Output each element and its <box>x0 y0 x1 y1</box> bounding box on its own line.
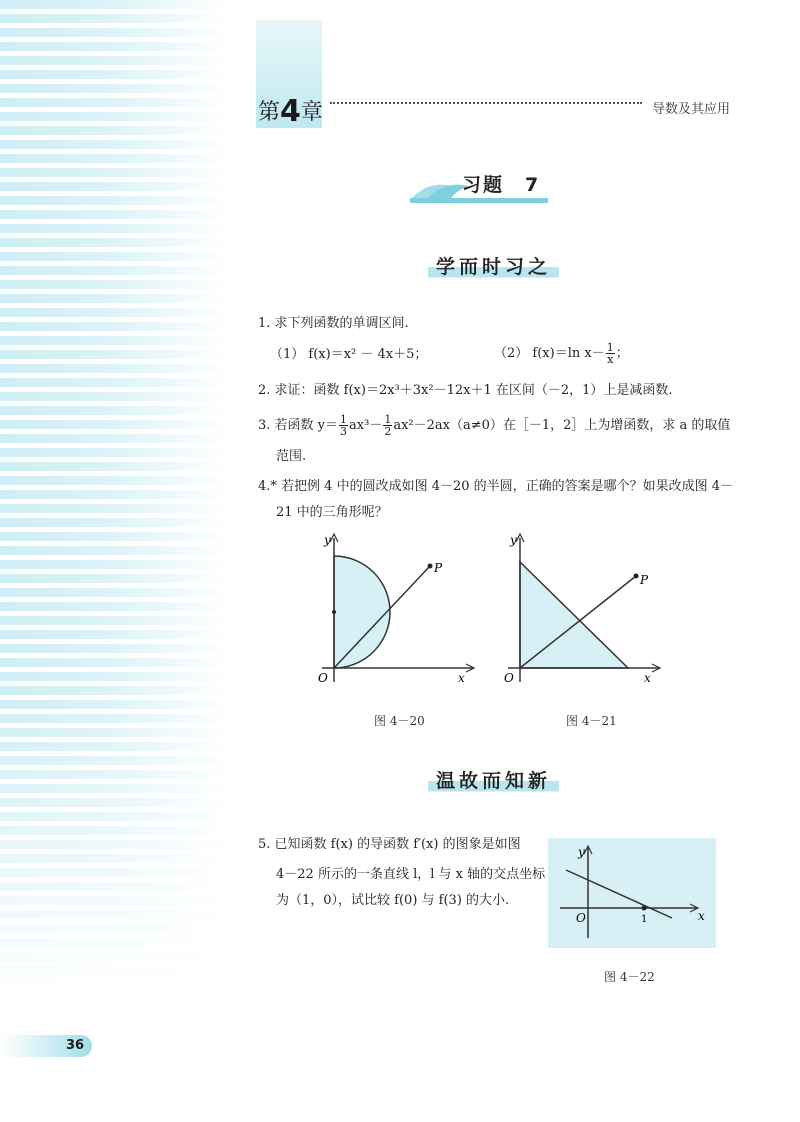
fraction-denominator: x <box>607 353 614 366</box>
label-x: x <box>698 909 705 923</box>
problem-5-line-3: 为（1，0），试比较 f(0) 与 f(3) 的大小. <box>276 893 510 908</box>
caption-figure-4-21: 图 4－21 <box>566 714 617 728</box>
problem-1-part-2-prefix: （2） f(x)＝ln x－ <box>494 346 605 361</box>
label-y: y <box>578 845 585 859</box>
problem-3-line-1 <box>258 414 730 437</box>
problem-3-line-2: 范围. <box>276 449 307 464</box>
chapter-number: 4 <box>280 94 301 129</box>
problem-4-line-1: 4.* 若把例 4 中的圆改成如图 4－20 的半圆，正确的答案是哪个？如果改成图 4－ <box>258 479 734 494</box>
fraction-numerator: 1 <box>606 341 614 354</box>
problem-1-part-2 <box>494 342 629 365</box>
section-title-practice: 学而时习之 <box>428 252 559 279</box>
section-title-review: 温故而知新 <box>428 766 559 793</box>
fraction-numerator: 1 <box>384 413 392 426</box>
problem-2: 2. 求证：函数 f(x)＝2x³＋3x²－12x＋1 在区间（－2，1）上是减函数. <box>258 383 673 398</box>
problem-3-prefix: 3. 若函数 y＝ <box>258 418 339 433</box>
point-p <box>634 574 639 579</box>
exercise-title: 习题 7 <box>462 174 541 196</box>
label-y: y <box>510 533 517 547</box>
caption-figure-4-20: 图 4－20 <box>374 714 425 728</box>
point-p <box>428 564 433 569</box>
chapter-title: 导数及其应用 <box>652 102 731 117</box>
problem-1-part-1: （1） f(x)＝x² － 4x＋5； <box>270 347 428 362</box>
problem-3-suffix: ax²－2ax（a≠0）在［－1，2］上为增函数，求 a 的取值 <box>393 418 731 433</box>
fraction-denominator: 2 <box>384 425 392 438</box>
figure-4-22 <box>548 838 716 948</box>
tick-label: 1 <box>641 914 648 925</box>
chapter-suffix: 章 <box>300 100 323 125</box>
triangle <box>520 562 628 668</box>
fraction-denominator: 3 <box>340 425 348 438</box>
label-x: x <box>458 671 465 685</box>
label-p: P <box>640 573 649 587</box>
decorative-stripes-fade <box>0 0 230 1000</box>
figure-4-20 <box>312 532 480 690</box>
fraction <box>339 414 348 437</box>
label-p: P <box>434 561 443 575</box>
label-origin: O <box>504 671 514 685</box>
label-x: x <box>644 671 651 685</box>
fraction <box>383 414 392 437</box>
problem-3-mid: ax³－ <box>349 418 383 433</box>
label-origin: O <box>576 911 586 925</box>
problem-5-line-1: 5. 已知函数 f(x) 的导函数 f′(x) 的图象是如图 <box>258 837 521 852</box>
page-number: 36 <box>66 1038 85 1053</box>
figure-4-21 <box>498 532 666 690</box>
chapter-label <box>258 94 323 129</box>
chapter-prefix: 第 <box>258 100 281 125</box>
semicircle <box>334 556 390 668</box>
header-dotted-leader <box>330 102 642 104</box>
banner-underline <box>410 198 548 203</box>
label-origin: O <box>318 671 328 685</box>
problem-5-line-2: 4－22 所示的一条直线 l，l 与 x 轴的交点坐标 <box>276 867 546 882</box>
problem-1-part-2-suffix: ； <box>615 346 629 361</box>
fraction <box>606 342 615 365</box>
intersection-point <box>642 906 647 911</box>
fraction-numerator: 1 <box>340 413 348 426</box>
label-y: y <box>324 533 331 547</box>
caption-figure-4-22: 图 4－22 <box>604 970 655 984</box>
circle-center <box>332 610 336 614</box>
problem-1-stem: 1. 求下列函数的单调区间. <box>258 316 409 331</box>
problem-4-line-2: 21 中的三角形呢？ <box>276 505 388 520</box>
figure-background <box>548 838 716 948</box>
